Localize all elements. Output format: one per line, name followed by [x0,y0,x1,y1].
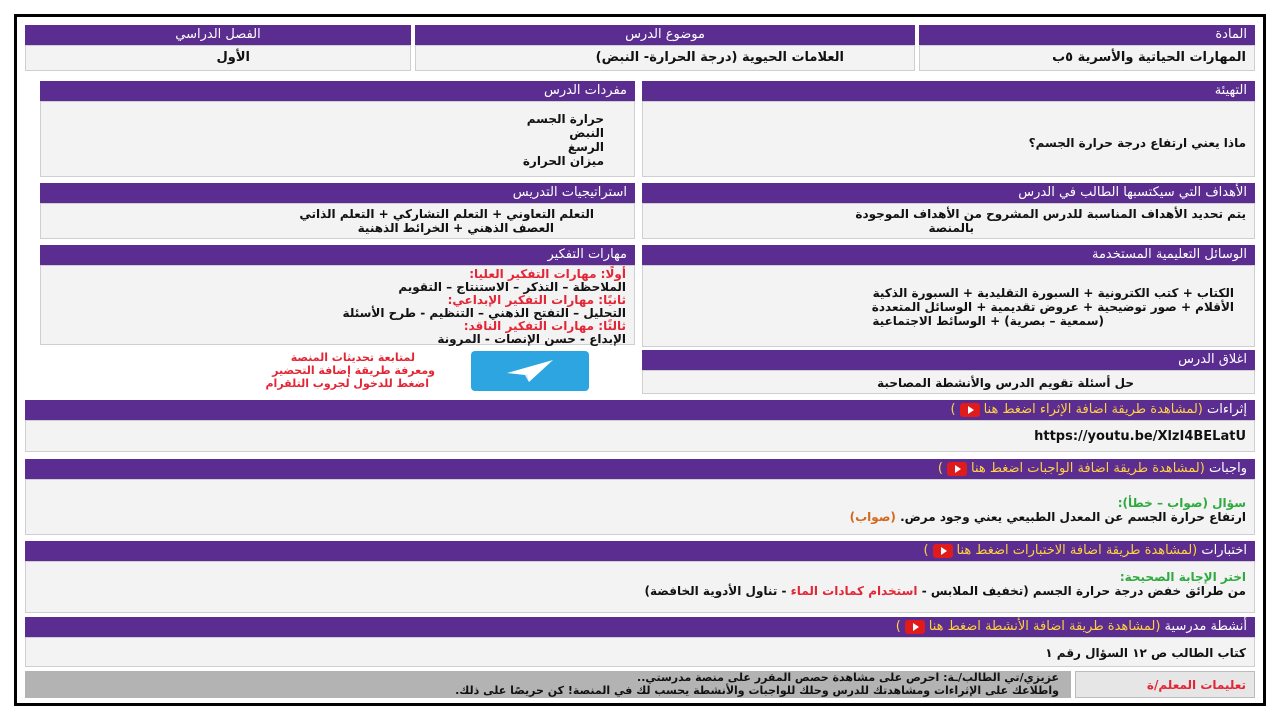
tools-line: الكتاب + كتب الكترونية + السبورة التقليدية + السبورة الذكية [872,286,1234,300]
lesson-value: العلامات الحيوية (درجة الحرارة- النبض) [595,50,844,65]
homework-video-link[interactable]: (لمشاهدة طريقة اضافة الواجبات اضغط هنا) [937,461,1205,476]
enrich-url[interactable]: https://youtu.be/XlzI4BELatU [1034,429,1246,444]
lesson-value-box [415,45,915,71]
warmup-header: التهيئة [642,81,1255,101]
subject-value: المهارات الحياتية والأسرية ٥ب [1052,50,1246,65]
youtube-icon[interactable] [947,462,967,476]
activities-video-link[interactable]: (لمشاهدة طريقة اضافة الأنشطة اضغط هنا) [895,619,1161,634]
enrich-header: إثراءات (لمشاهدة طريقة اضافة الإثراء اضغط هنا) [25,400,1255,420]
lesson-plan-page [14,14,1266,706]
telegram-line: لمتابعة تحديثات المنصة [290,351,415,364]
lesson-header: موضوع الدرس [415,25,915,45]
strategies-header: استراتيجيات التدريس [40,183,635,203]
homework-header: واجبات (لمشاهدة طريقة اضافة الواجبات اضغط هنا) [25,459,1255,479]
tests-video-link[interactable]: (لمشاهدة طريقة اضافة الاختبارات اضغط هنا) [923,543,1198,558]
teacher-instructions-box [25,671,1071,698]
homework-answer: (صواب) [849,510,896,524]
goals-box [642,203,1255,239]
semester-value-box [25,45,411,71]
goals-header: الأهداف التي سيكتسبها الطالب في الدرس [642,183,1255,203]
closing-header: اغلاق الدرس [642,350,1255,370]
strategies-line: التعلم التعاوني + التعلم التشاركي + التعلم الذاتي [299,207,594,221]
goals-line: يتم تحديد الأهداف المناسبة للدرس المشروح من الأهداف الموجودة [855,207,1246,221]
vocab-item: حرارة الجسم [526,112,604,126]
thinking-header: مهارات التفكير [40,245,635,265]
tests-question: من طرائق خفض درجة حرارة الجسم (تخفيف الملابس - استخدام كمادات الماء - تناول الأدوية الخافضة) [644,584,1246,598]
teacher-label-box [1075,671,1255,698]
youtube-icon[interactable] [960,403,980,417]
vocab-header: مفردات الدرس [40,81,635,101]
teacher-line: عزيزي/تي الطالب/ـة: احرص على مشاهدة حصص المقرر على منصة مدرستي.. [637,671,1059,684]
tools-header: الوسائل التعليمية المستخدمة [642,245,1255,265]
tools-line: (سمعية – بصرية) + الوسائط الاجتماعية [872,314,1104,328]
strategies-line: العصف الذهني + الخرائط الذهنية [357,221,554,235]
telegram-line: اضغط للدخول لجروب التلقرام [265,377,429,390]
thinking-heading: ثالثًا: مهارات التفكير الناقد: [463,319,626,333]
goals-line: بالمنصة [928,221,974,235]
tests-box [25,561,1255,613]
tests-answer: استخدام كمادات الماء [790,584,918,598]
homework-box [25,479,1255,535]
warmup-text: ماذا يعني ارتفاع درجة حرارة الجسم؟ [1028,136,1246,150]
enrich-box [25,420,1255,452]
closing-box [642,370,1255,394]
vocab-box [40,101,635,177]
telegram-promo[interactable] [40,347,635,395]
thinking-text: الملاحظة – التذكر – الاستنتاج – التقويم [398,280,626,294]
warmup-box [642,101,1255,177]
teacher-label: تعليمات المعلم/ة [1146,678,1246,692]
subject-header: المادة [919,25,1255,45]
thinking-text: التحليل – التفتح الذهني – التنظيم - طرح الأسئلة [342,306,626,320]
thinking-heading: أولًا: مهارات التفكير العليا: [469,267,626,281]
activities-text: كتاب الطالب ص ١٢ السؤال رقم ١ [1045,646,1246,660]
telegram-line: ومعرفة طريقة إضافة التحضير [272,364,435,377]
youtube-icon[interactable] [933,544,953,558]
thinking-box [40,265,635,345]
tools-line: الأقلام + صور توضيحية + عروض تقديمية + الوسائل المتعددة [871,300,1234,314]
vocab-item: النبض [569,126,604,140]
youtube-icon[interactable] [905,620,925,634]
lesson-plan-content [25,25,1255,698]
homework-question-label: سؤال (صواب – خطأ): [1117,496,1246,510]
homework-question: ارتفاع حرارة الجسم عن المعدل الطبيعي يعني وجود مرض. (صواب) [849,510,1246,524]
teacher-line: واطلاعك على الإثراءات ومشاهدتك للدرس وحلك للواجبات والأنشطة يحسب لك في المنصة! كن حريصًا على ذلك. [455,684,1059,697]
tools-box [642,265,1255,347]
activities-header: أنشطة مدرسية (لمشاهدة طريقة اضافة الأنشطة اضغط هنا) [25,617,1255,637]
tests-header: اختبارات (لمشاهدة طريقة اضافة الاختبارات اضغط هنا) [25,541,1255,561]
telegram-icon[interactable] [471,351,589,391]
strategies-box [40,203,635,239]
semester-header: الفصل الدراسي [25,25,411,45]
vocab-item: الرسغ [567,140,604,154]
vocab-item: ميزان الحرارة [522,154,604,168]
tests-question-label: اختر الإجابة الصحيحة: [1119,570,1246,584]
thinking-heading: ثانيًا: مهارات التفكير الإبداعي: [447,293,626,307]
enrich-video-link[interactable]: (لمشاهدة طريقة اضافة الإثراء اضغط هنا) [950,402,1203,417]
semester-value: الأول [216,50,250,65]
thinking-text: الإبداع - حسن الإنصات - المرونة [437,332,626,346]
subject-value-box [919,45,1255,71]
activities-box [25,637,1255,667]
closing-text: حل أسئلة تقويم الدرس والأنشطة المصاحبة [877,376,1134,390]
